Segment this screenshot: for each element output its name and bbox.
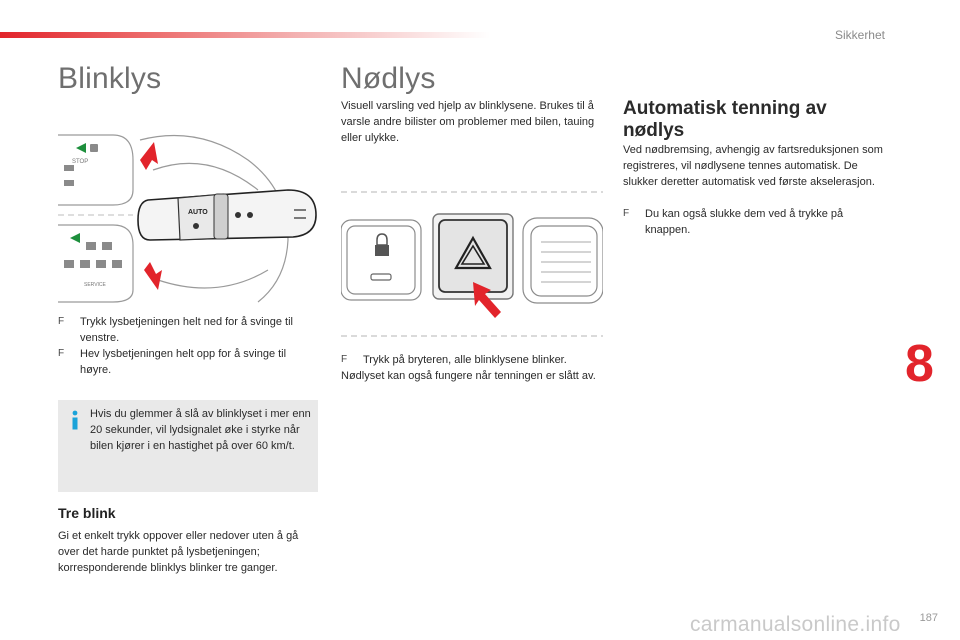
bullet-glyph: F	[341, 354, 348, 365]
info-box	[58, 400, 318, 492]
fig-label-service: SERVICE	[84, 282, 106, 288]
note	[341, 368, 603, 384]
chapter-number: 8	[905, 335, 934, 393]
note-text: Nødlyset kan også fungere når tenningen er slått av.	[341, 370, 596, 382]
list-item	[341, 352, 603, 368]
tre-blink-title: Tre blink	[58, 505, 116, 521]
list-item	[58, 314, 320, 346]
blinklys-title: Blinklys	[58, 62, 162, 95]
info-text: Hvis du glemmer å slå av blinklyset i mer enn 20 sekunder, vil lydsignalet øke i styrke når bilen kjører i en hastighet på over 60 km/t.	[90, 408, 311, 452]
nodlys-intro: Visuell varsling ved hjelp av blinklysene. Brukes til å varsle andre bilister om problemer med bilen, tauing eller ulykke.	[341, 100, 595, 144]
header-accent-bar	[0, 32, 490, 38]
bullet-text: Trykk på bryteren, alle blinklysene blinker.	[363, 354, 567, 366]
blinklys-bullets	[58, 314, 320, 378]
bullet-glyph: F	[58, 316, 65, 327]
info-icon	[68, 410, 82, 430]
automatisk-text: Ved nødbremsing, avhengig av fartsreduksjonen som registreres, vil nødlysene tennes automatisk. De slukker deretter automatisk ved første akselerasjon.	[623, 144, 883, 188]
bullet-text: Hev lysbetjeningen helt opp for å svinge til høyre.	[80, 348, 287, 376]
watermark: carmanualsonline.info	[690, 613, 901, 636]
hazard-figure	[341, 190, 603, 340]
bullet-text: Trykk lysbetjeningen helt ned for å svinge til venstre.	[80, 316, 293, 344]
automatisk-bullets	[623, 206, 873, 238]
turn-signal-stalk-illustration	[58, 130, 320, 305]
stalk-figure	[58, 130, 320, 305]
hazard-switch-illustration	[341, 190, 603, 340]
bullet-glyph: F	[623, 208, 630, 219]
bullet-glyph: F	[58, 348, 65, 359]
nodlys-title: Nødlys	[341, 62, 436, 95]
fig-label-auto: AUTO	[188, 209, 208, 216]
tre-blink-text: Gi et enkelt trykk oppover eller nedover uten å gå over det harde punktet på lysbetjeningen; korresponderende blinklys blinker tre ganger.	[58, 530, 299, 574]
page-number: 187	[919, 612, 938, 624]
list-item	[623, 206, 873, 238]
bullet-text: Du kan også slukke dem ved å trykke på knappen.	[645, 208, 844, 236]
section-label: Sikkerhet	[834, 28, 885, 42]
automatisk-title: Automatisk tenning av nødlys	[623, 98, 827, 141]
nodlys-bullets	[341, 352, 603, 384]
list-item	[58, 346, 320, 378]
fig-label-stop: STOP	[72, 159, 89, 165]
